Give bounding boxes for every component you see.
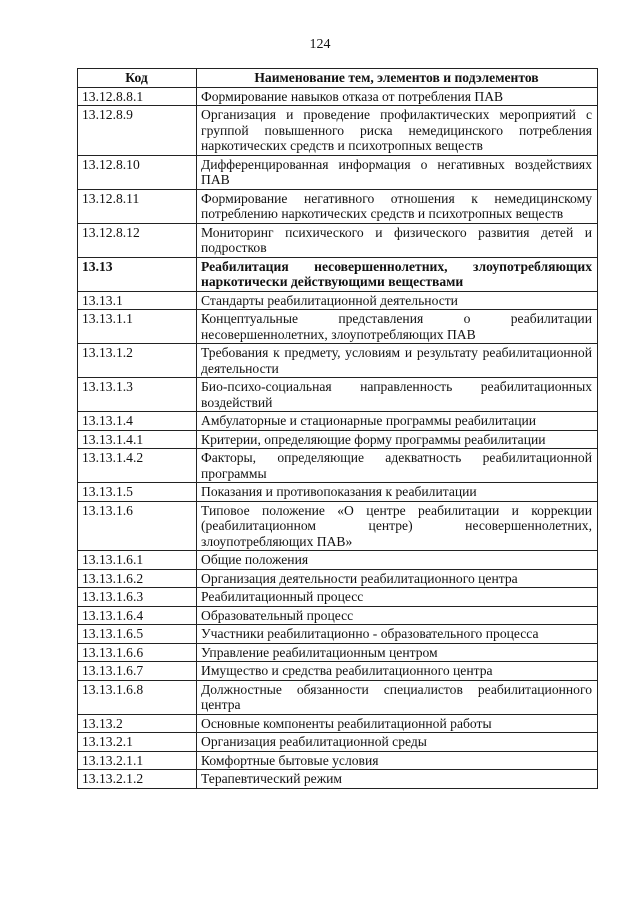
table-row bbox=[78, 606, 598, 625]
row-code: 13.13.2.1.2 bbox=[78, 770, 197, 789]
row-name: Образовательный процесс bbox=[197, 606, 598, 625]
row-code: 13.13.2.1 bbox=[78, 733, 197, 752]
row-code: 13.12.8.8.1 bbox=[78, 87, 197, 106]
row-code: 13.13.1.4.2 bbox=[78, 449, 197, 483]
table-row bbox=[78, 643, 598, 662]
table-row bbox=[78, 412, 598, 431]
table-row bbox=[78, 87, 598, 106]
table-row bbox=[78, 662, 598, 681]
row-name: Имущество и средства реабилитационного центра bbox=[197, 662, 598, 681]
row-name: Реабилитация несовершеннолетних, злоупотребляющих наркотически действующими веществами bbox=[197, 257, 598, 291]
table-row bbox=[78, 449, 598, 483]
table-row bbox=[78, 625, 598, 644]
row-name: Реабилитационный процесс bbox=[197, 588, 598, 607]
row-name: Организация деятельности реабилитационного центра bbox=[197, 569, 598, 588]
row-name: Требования к предмету, условиям и результату реабилитационной деятельности bbox=[197, 344, 598, 378]
row-code: 13.13.2 bbox=[78, 714, 197, 733]
row-code: 13.13.1.6.1 bbox=[78, 551, 197, 570]
table-row bbox=[78, 588, 598, 607]
page-number: 124 bbox=[309, 37, 331, 52]
row-code: 13.13.1.6 bbox=[78, 501, 197, 551]
table-body bbox=[78, 87, 598, 788]
row-name: Должностные обязанности специалистов реабилитационного центра bbox=[197, 680, 598, 714]
row-code: 13.13.1.6.5 bbox=[78, 625, 197, 644]
row-name: Управление реабилитационным центром bbox=[197, 643, 598, 662]
row-code: 13.12.8.9 bbox=[78, 106, 197, 156]
table-row bbox=[78, 378, 598, 412]
row-name: Терапевтический режим bbox=[197, 770, 598, 789]
row-name: Основные компоненты реабилитационной работы bbox=[197, 714, 598, 733]
topics-table bbox=[77, 68, 598, 789]
table-row bbox=[78, 223, 598, 257]
row-name: Общие положения bbox=[197, 551, 598, 570]
row-code: 13.12.8.12 bbox=[78, 223, 197, 257]
row-code: 13.13 bbox=[78, 257, 197, 291]
table-row bbox=[78, 310, 598, 344]
row-name: Формирование навыков отказа от потребления ПАВ bbox=[197, 87, 598, 106]
row-code: 13.13.1.6.4 bbox=[78, 606, 197, 625]
table-row bbox=[78, 189, 598, 223]
table-row bbox=[78, 430, 598, 449]
table-row bbox=[78, 501, 598, 551]
row-code: 13.13.1.6.7 bbox=[78, 662, 197, 681]
row-code: 13.13.1.4.1 bbox=[78, 430, 197, 449]
row-name: Комфортные бытовые условия bbox=[197, 751, 598, 770]
header-code: Код bbox=[78, 69, 197, 88]
row-code: 13.13.1.6.8 bbox=[78, 680, 197, 714]
row-code: 13.13.1 bbox=[78, 291, 197, 310]
row-name: Формирование негативного отношения к немедицинскому потреблению наркотических средств и психотропных веществ bbox=[197, 189, 598, 223]
table-row bbox=[78, 155, 598, 189]
row-code: 13.13.1.6.6 bbox=[78, 643, 197, 662]
table-row bbox=[78, 551, 598, 570]
row-code: 13.13.1.6.3 bbox=[78, 588, 197, 607]
row-name: Критерии, определяющие форму программы реабилитации bbox=[197, 430, 598, 449]
row-name: Мониторинг психического и физического развития детей и подростков bbox=[197, 223, 598, 257]
row-code: 13.12.8.10 bbox=[78, 155, 197, 189]
table-row bbox=[78, 106, 598, 156]
table-row bbox=[78, 291, 598, 310]
row-code: 13.13.1.3 bbox=[78, 378, 197, 412]
table-row bbox=[78, 344, 598, 378]
row-code: 13.12.8.11 bbox=[78, 189, 197, 223]
table-row bbox=[78, 751, 598, 770]
row-code: 13.13.1.2 bbox=[78, 344, 197, 378]
row-name: Стандарты реабилитационной деятельности bbox=[197, 291, 598, 310]
row-name: Организация и проведение профилактических мероприятий с группой повышенного риска немедицинского потребления наркотических средств и психотропных веществ bbox=[197, 106, 598, 156]
row-name: Факторы, определяющие адекватность реабилитационной программы bbox=[197, 449, 598, 483]
table-row bbox=[78, 714, 598, 733]
table-row bbox=[78, 569, 598, 588]
table-header-row bbox=[78, 69, 598, 88]
row-name: Типовое положение «О центре реабилитации и коррекции (реабилитационном центре) несовершеннолетних, злоупотребляющих ПАВ» bbox=[197, 501, 598, 551]
header-name: Наименование тем, элементов и подэлементов bbox=[197, 69, 598, 88]
row-code: 13.13.2.1.1 bbox=[78, 751, 197, 770]
row-name: Био-психо-социальная направленность реабилитационных воздействий bbox=[197, 378, 598, 412]
table-row bbox=[78, 483, 598, 502]
table-row bbox=[78, 733, 598, 752]
table-row bbox=[78, 770, 598, 789]
row-code: 13.13.1.1 bbox=[78, 310, 197, 344]
row-code: 13.13.1.5 bbox=[78, 483, 197, 502]
row-name: Дифференцированная информация о негативных воздействиях ПАВ bbox=[197, 155, 598, 189]
row-name: Амбулаторные и стационарные программы реабилитации bbox=[197, 412, 598, 431]
row-name: Организация реабилитационной среды bbox=[197, 733, 598, 752]
table-row bbox=[78, 680, 598, 714]
row-code: 13.13.1.4 bbox=[78, 412, 197, 431]
row-name: Показания и противопоказания к реабилитации bbox=[197, 483, 598, 502]
row-code: 13.13.1.6.2 bbox=[78, 569, 197, 588]
table-row bbox=[78, 257, 598, 291]
row-name: Участники реабилитационно - образовательного процесса bbox=[197, 625, 598, 644]
row-name: Концептуальные представления о реабилитации несовершеннолетних, злоупотребляющих ПАВ bbox=[197, 310, 598, 344]
